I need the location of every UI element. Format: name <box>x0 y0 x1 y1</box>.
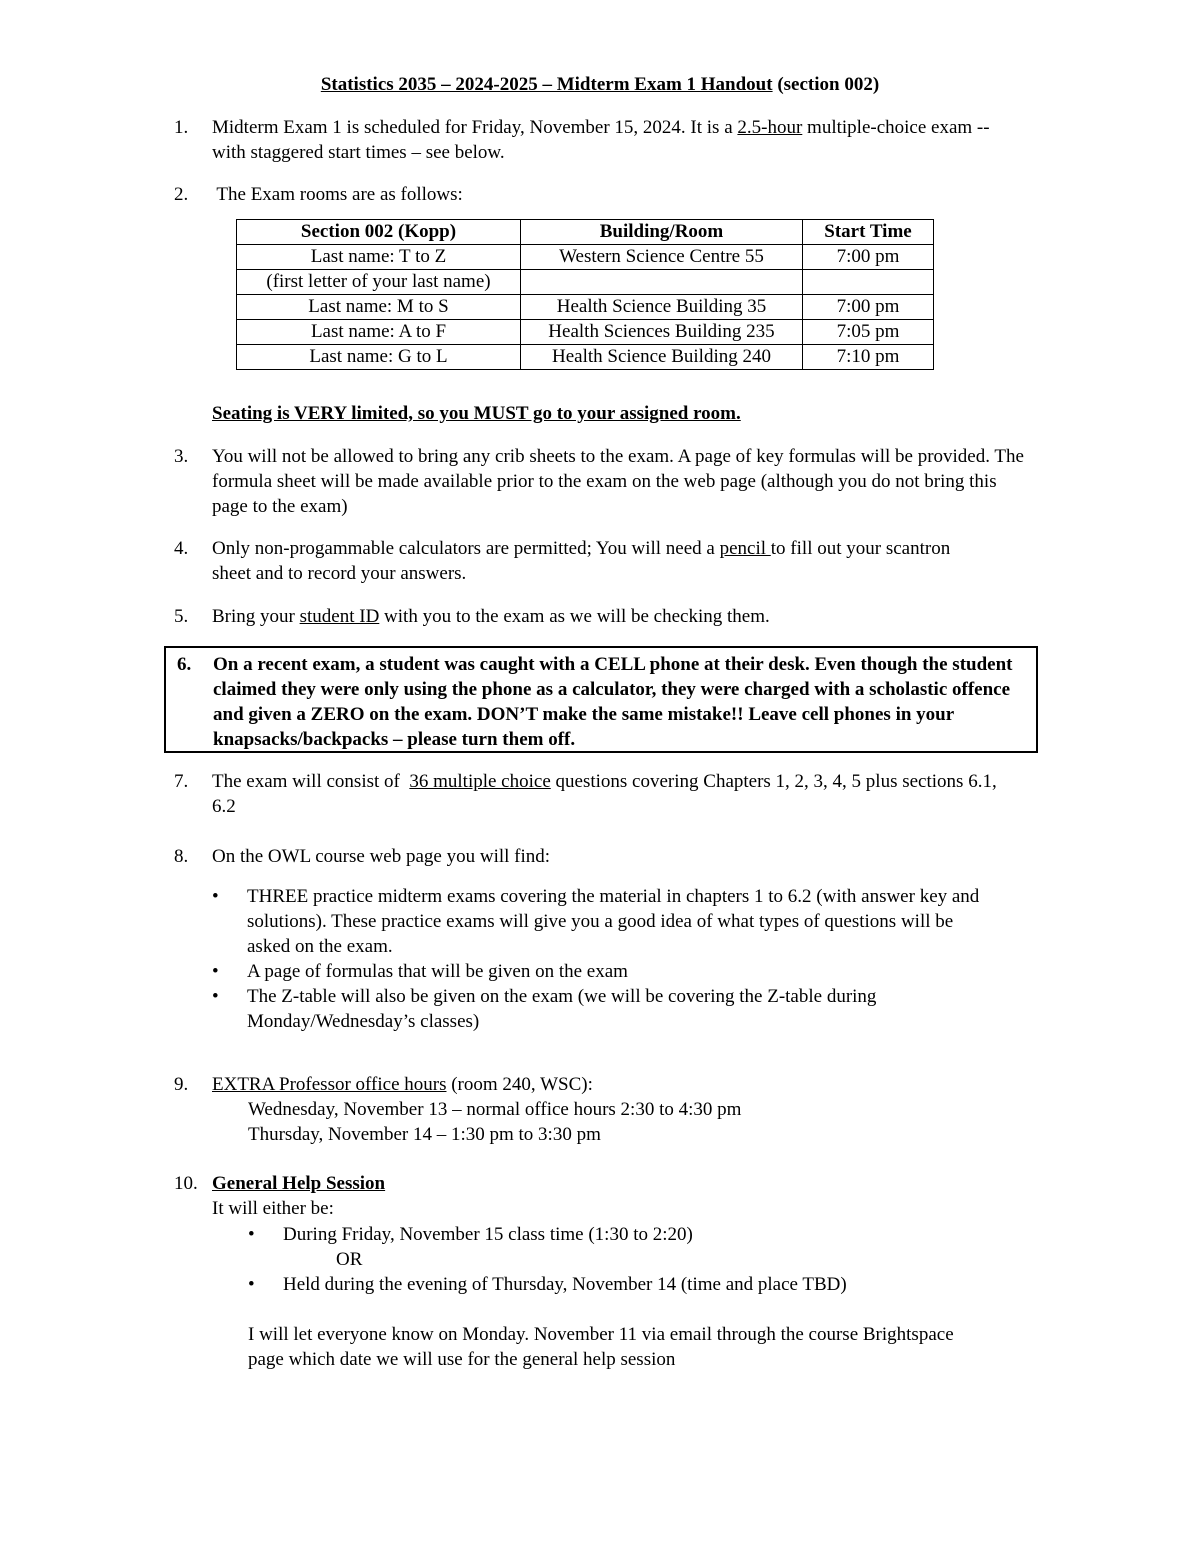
item-10 <box>174 1171 1054 1196</box>
item-9 <box>174 1072 1054 1097</box>
item-text <box>212 604 1054 629</box>
table-cell: Health Sciences Building 235 <box>521 320 803 345</box>
bullet-icon: • <box>248 1274 255 1295</box>
table-cell: 7:10 pm <box>803 345 934 370</box>
item-text <box>212 536 982 586</box>
table-cell: Western Science Centre 55 <box>521 245 803 270</box>
item-text: On the OWL course web page you will find: <box>212 846 551 867</box>
underlined-text: 36 multiple choice <box>409 771 551 792</box>
text-part: Midterm Exam 1 is scheduled for Friday, November 15, 2024. It is a <box>212 117 738 138</box>
table-header-cell: Building/Room <box>521 220 803 245</box>
list-item-text: Held during the evening of Thursday, November 14 (time and place TBD) <box>283 1274 847 1295</box>
table-cell: Last name: M to S <box>237 295 521 320</box>
exam-rooms-table <box>236 219 934 370</box>
table-cell: Last name: A to F <box>237 320 521 345</box>
item-number: 5. <box>174 606 189 627</box>
item-5 <box>174 604 1054 629</box>
title-section: (section 002) <box>772 74 880 95</box>
item-number: 3. <box>174 446 189 467</box>
underlined-text: 2.5-hour <box>737 117 803 138</box>
list-item-text: The Z-table will also be given on the exam (we will be covering the Z-table during Monday/Wednesday’s classes) <box>247 986 877 1032</box>
table-cell: 7:00 pm <box>803 295 934 320</box>
bullet-icon: • <box>212 961 219 982</box>
list-item-text: A page of formulas that will be given on the exam <box>247 961 628 982</box>
table-cell: Last name: G to L <box>237 345 521 370</box>
item-text: The Exam rooms are as follows: <box>212 184 463 205</box>
list-item <box>212 959 987 984</box>
table-row <box>237 320 934 345</box>
underlined-text: student ID <box>299 606 380 627</box>
item-text <box>212 769 1002 819</box>
title-main: Statistics 2035 – 2024-2025 – Midterm Exam 1 Handout <box>320 74 773 95</box>
item-number: 4. <box>174 538 189 559</box>
item-number: 8. <box>174 846 189 867</box>
table-header-cell: Section 002 (Kopp) <box>237 220 521 245</box>
item-number: 1. <box>174 117 189 138</box>
warning-text: On a recent exam, a student was caught with a CELL phone at their desk. Even though the student claimed they were only using the phone as a calculator, they were charged with a scholastic offence and given a ZERO on the exam. DON’T make the same mistake!! Leave cell phones in your knapsacks/backpacks – please turn them off. <box>213 654 1013 750</box>
bullet-icon: • <box>212 886 219 907</box>
item-1 <box>174 115 1054 165</box>
text-part: The exam will consist of <box>212 771 410 792</box>
owl-resources-list <box>212 884 1012 1034</box>
item-7 <box>174 769 1054 819</box>
item-number: 6. <box>177 654 192 675</box>
table-row <box>237 295 934 320</box>
table-cell: Health Science Building 240 <box>521 345 803 370</box>
table-header-cell: Start Time <box>803 220 934 245</box>
table-cell: (first letter of your last name) <box>237 270 521 295</box>
item-text: You will not be allowed to bring any crib sheets to the exam. A page of key formulas will be provided. The formula sheet will be made available prior to the exam on the web page (although you do not bring this page to the exam) <box>212 446 1024 517</box>
item-text <box>212 1072 1054 1097</box>
text-part: multiple-choice exam -- with staggered start times – see below. <box>212 117 990 163</box>
help-session-note: I will let everyone know on Monday. November 11 via email through the course Brightspace page which date we will use for the general help session <box>248 1324 954 1370</box>
table-row <box>237 345 934 370</box>
text-part: with you to the exam as we will be checking them. <box>379 606 770 627</box>
page-title <box>0 72 1200 97</box>
text-part: (room 240, WSC): <box>446 1074 593 1095</box>
item-3 <box>174 444 1054 519</box>
item-number: 9. <box>174 1074 189 1095</box>
table-row <box>237 245 934 270</box>
item-4 <box>174 536 1054 586</box>
office-hours-thursday: Thursday, November 14 – 1:30 pm to 3:30 pm <box>248 1124 601 1145</box>
list-item <box>212 884 987 959</box>
item-text <box>212 115 992 165</box>
table-header-row <box>237 220 934 245</box>
seating-notice: Seating is VERY limited, so you MUST go to your assigned room. <box>212 403 741 424</box>
list-item <box>212 984 987 1034</box>
underlined-text: EXTRA Professor office hours <box>212 1074 447 1095</box>
table-cell: Last name: T to Z <box>237 245 521 270</box>
text-part: Only non-progammable calculators are permitted; You will need a <box>212 538 720 559</box>
table-cell <box>521 270 803 295</box>
item-8 <box>174 844 1054 869</box>
help-session-intro: It will either be: <box>212 1198 334 1219</box>
item-2 <box>174 182 1054 207</box>
table-cell <box>803 270 934 295</box>
text-part: to fill out your scantron sheet and to record your answers. <box>212 538 951 584</box>
item-number: 10. <box>174 1173 198 1194</box>
text-part: questions covering Chapters 1, 2, 3, 4, 5 plus sections 6.1, 6.2 <box>212 771 1002 817</box>
table-cell: 7:05 pm <box>803 320 934 345</box>
text-part: Bring your <box>212 606 300 627</box>
underlined-text: General Help Session <box>212 1173 386 1194</box>
cell-phone-warning-box <box>164 646 1038 753</box>
bullet-icon: • <box>248 1224 255 1245</box>
table-cell: Health Science Building 35 <box>521 295 803 320</box>
table-cell: 7:00 pm <box>803 245 934 270</box>
list-item-text: THREE practice midterm exams covering the material in chapters 1 to 6.2 (with answer key and solutions). These practice exams will give you a good idea of what types of questions will be asked on the exam. <box>247 886 980 957</box>
table-row <box>237 270 934 295</box>
item-number: 2. <box>174 184 189 205</box>
office-hours-wednesday: Wednesday, November 13 – normal office hours 2:30 to 4:30 pm <box>248 1099 742 1120</box>
list-item-text: During Friday, November 15 class time (1:30 to 2:20) <box>283 1224 693 1245</box>
item-number: 7. <box>174 771 189 792</box>
item-heading <box>212 1171 1054 1196</box>
bullet-icon: • <box>212 986 219 1007</box>
underlined-text: pencil <box>719 538 771 559</box>
or-separator: OR <box>336 1249 363 1270</box>
